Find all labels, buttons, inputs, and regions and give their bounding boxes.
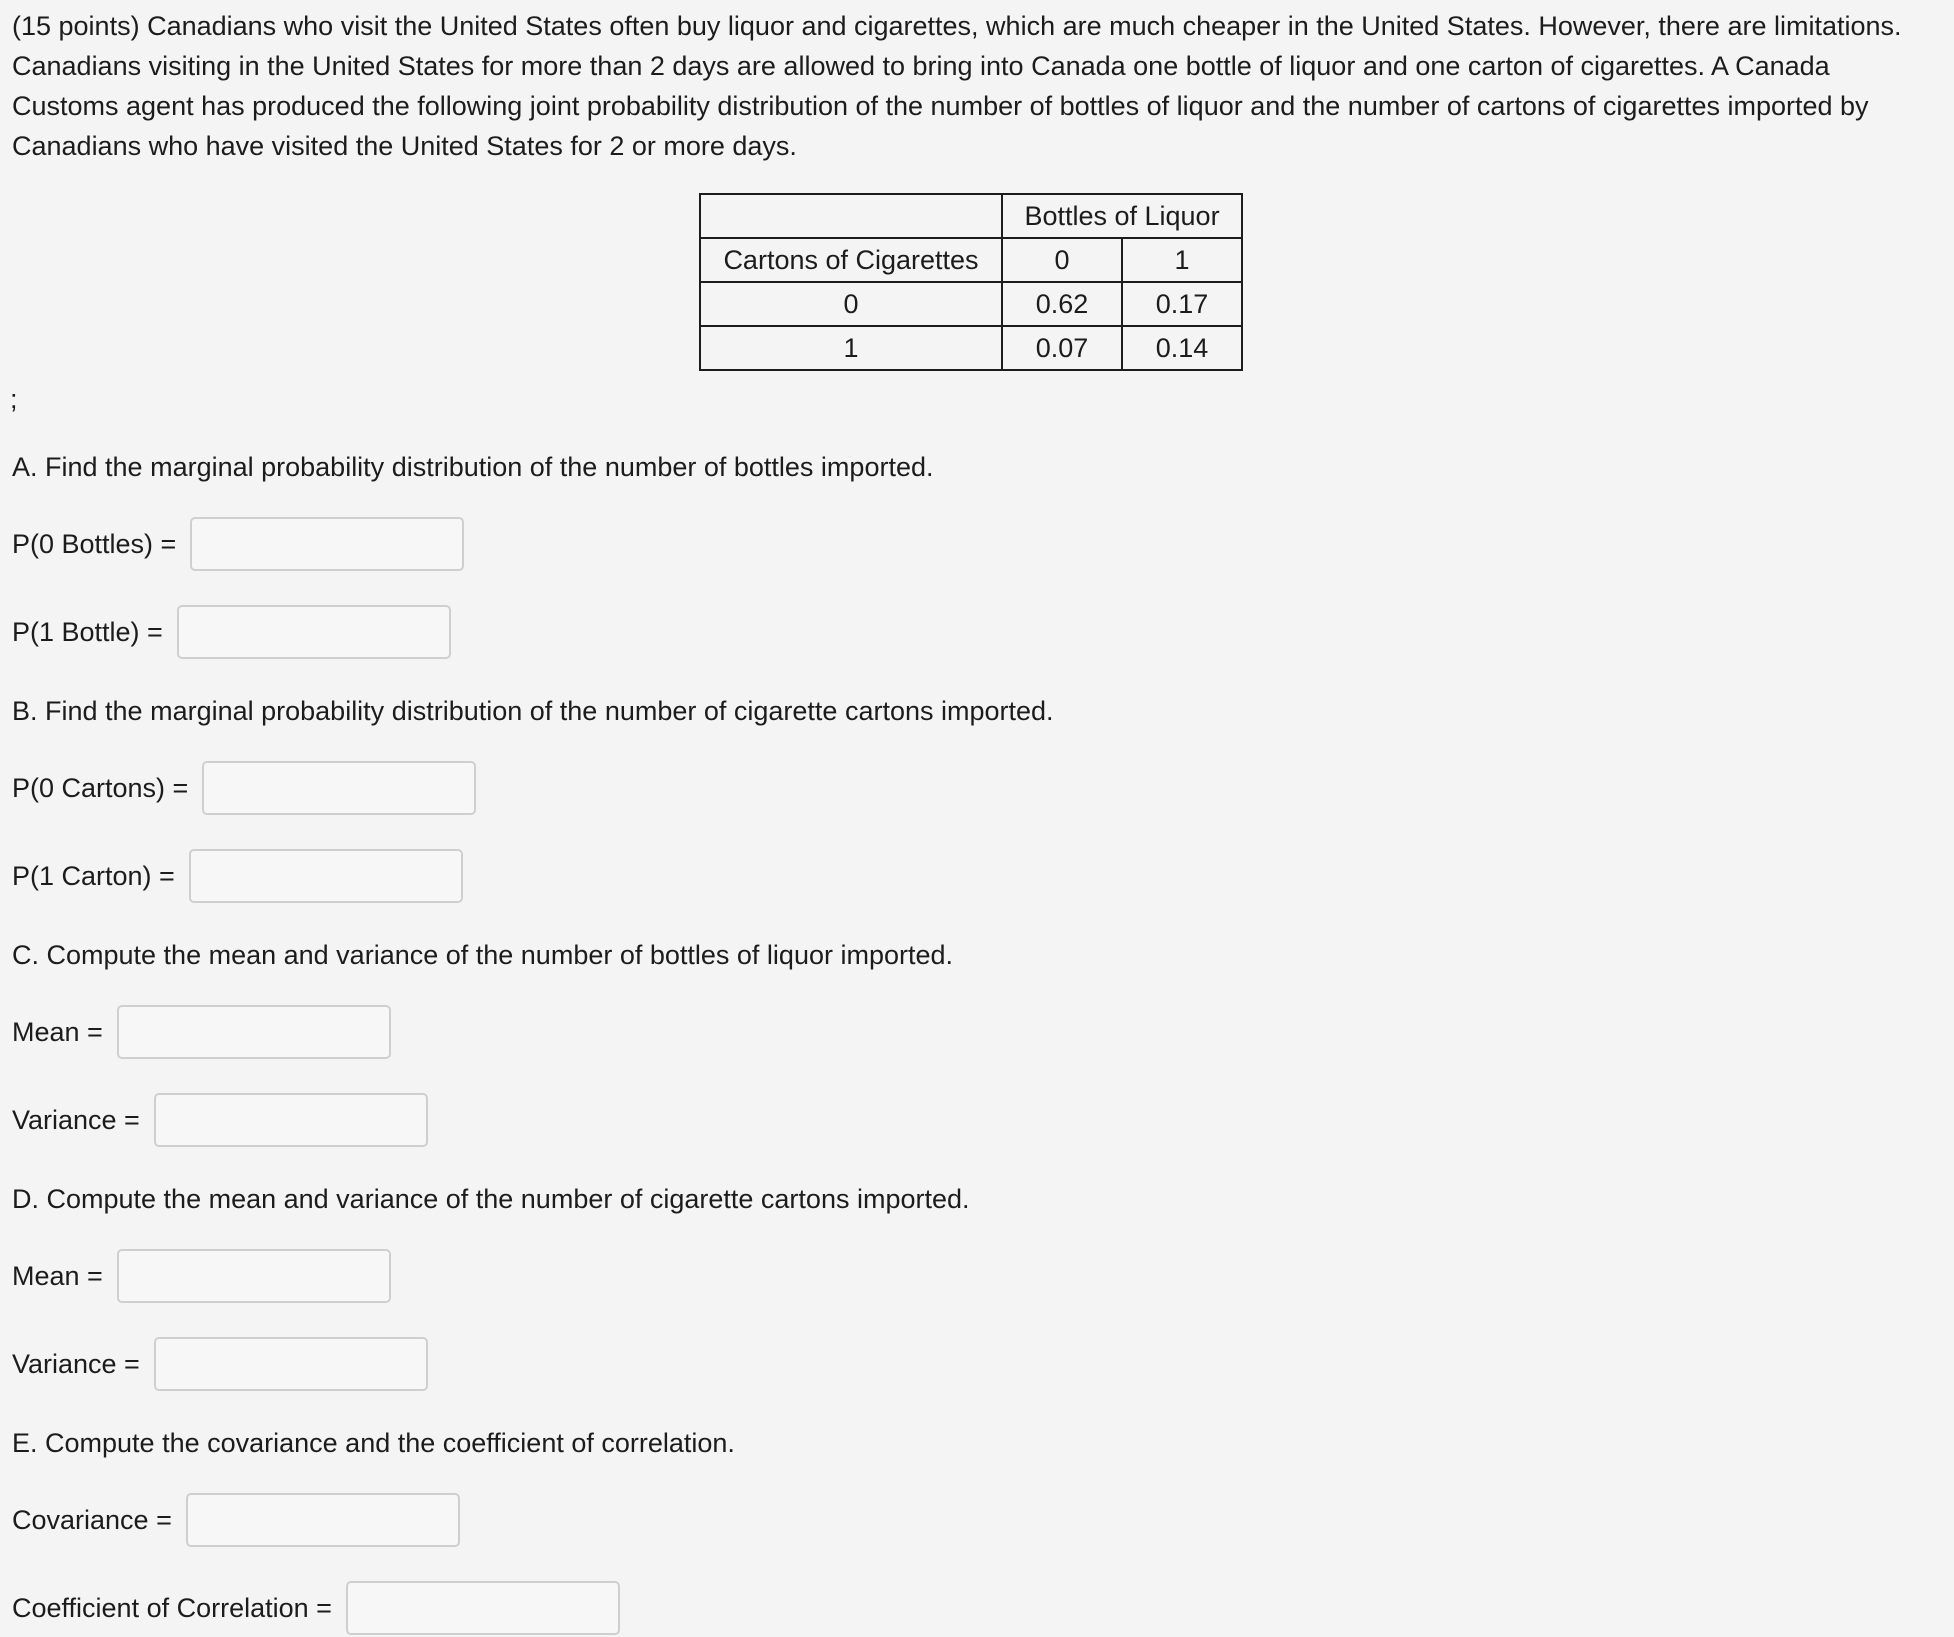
question-c: C. Compute the mean and variance of the number of bottles of liquor imported. <box>12 940 954 970</box>
bottles-variance-label: Variance = <box>12 1104 140 1135</box>
correlation-label: Coefficient of Correlation = <box>12 1592 332 1623</box>
p0-cartons-input[interactable] <box>202 761 476 815</box>
answer-row-covariance <box>12 1491 460 1549</box>
bottles-mean-label: Mean = <box>12 1016 103 1047</box>
table-row <box>700 326 1242 370</box>
problem-statement: (15 points) Canadians who visit the United States often buy liquor and cigarettes, which are much cheaper in the United States. However, there are limitations. Canadians visiting in the United States for more than 2 days are allowed to bring into Canada one bottle of liquor and one carton of cigarettes. A Canada Customs agent has produced the following joint probability distribution of the number of bottles of liquor and the number of cartons of cigarettes imported by Canadians who have visited the United States for 2 or more days. <box>12 11 1902 161</box>
bottles-1-header: 1 <box>1122 238 1242 282</box>
table-corner-cell <box>700 194 1002 238</box>
cartons-1-label: 1 <box>700 326 1002 370</box>
cartons-0-label: 0 <box>700 282 1002 326</box>
answer-row-correlation <box>12 1579 620 1637</box>
answer-row-bottles-mean <box>12 1003 391 1061</box>
bottles-of-liquor-header: Bottles of Liquor <box>1002 194 1242 238</box>
p1-bottle-input[interactable] <box>177 605 451 659</box>
stray-semicolon: ; <box>10 384 18 414</box>
question-a: A. Find the marginal probability distribution of the number of bottles imported. <box>12 452 934 482</box>
table-row <box>700 282 1242 326</box>
cell-cartons0-bottles0: 0.62 <box>1002 282 1122 326</box>
p0-bottles-input[interactable] <box>190 517 464 571</box>
covariance-label: Covariance = <box>12 1504 172 1535</box>
cartons-of-cigarettes-header: Cartons of Cigarettes <box>700 238 1002 282</box>
table-subheader-row <box>700 238 1242 282</box>
answer-row-p1-carton <box>12 847 463 905</box>
joint-probability-table <box>699 193 1243 371</box>
covariance-input[interactable] <box>186 1493 460 1547</box>
bottles-0-header: 0 <box>1002 238 1122 282</box>
p1-bottle-label: P(1 Bottle) = <box>12 616 163 647</box>
cartons-variance-input[interactable] <box>154 1337 428 1391</box>
answer-row-bottles-variance <box>12 1091 428 1149</box>
question-d: D. Compute the mean and variance of the number of cigarette cartons imported. <box>12 1184 970 1214</box>
table-header-row <box>700 194 1242 238</box>
answer-row-cartons-mean <box>12 1247 391 1305</box>
answer-row-p0-cartons <box>12 759 476 817</box>
cell-cartons1-bottles1: 0.14 <box>1122 326 1242 370</box>
p1-carton-input[interactable] <box>189 849 463 903</box>
question-e: E. Compute the covariance and the coefficient of correlation. <box>12 1428 735 1458</box>
answer-row-p1-bottle <box>12 603 451 661</box>
cartons-mean-input[interactable] <box>117 1249 391 1303</box>
p0-bottles-label: P(0 Bottles) = <box>12 528 177 559</box>
answer-row-cartons-variance <box>12 1335 428 1393</box>
answer-row-p0-bottles <box>12 515 464 573</box>
cell-cartons1-bottles0: 0.07 <box>1002 326 1122 370</box>
bottles-mean-input[interactable] <box>117 1005 391 1059</box>
cartons-mean-label: Mean = <box>12 1260 103 1291</box>
correlation-input[interactable] <box>346 1581 620 1635</box>
bottles-variance-input[interactable] <box>154 1093 428 1147</box>
cartons-variance-label: Variance = <box>12 1348 140 1379</box>
p1-carton-label: P(1 Carton) = <box>12 860 175 891</box>
p0-cartons-label: P(0 Cartons) = <box>12 772 189 803</box>
question-b: B. Find the marginal probability distribution of the number of cigarette cartons imported. <box>12 696 1054 726</box>
cell-cartons0-bottles1: 0.17 <box>1122 282 1242 326</box>
